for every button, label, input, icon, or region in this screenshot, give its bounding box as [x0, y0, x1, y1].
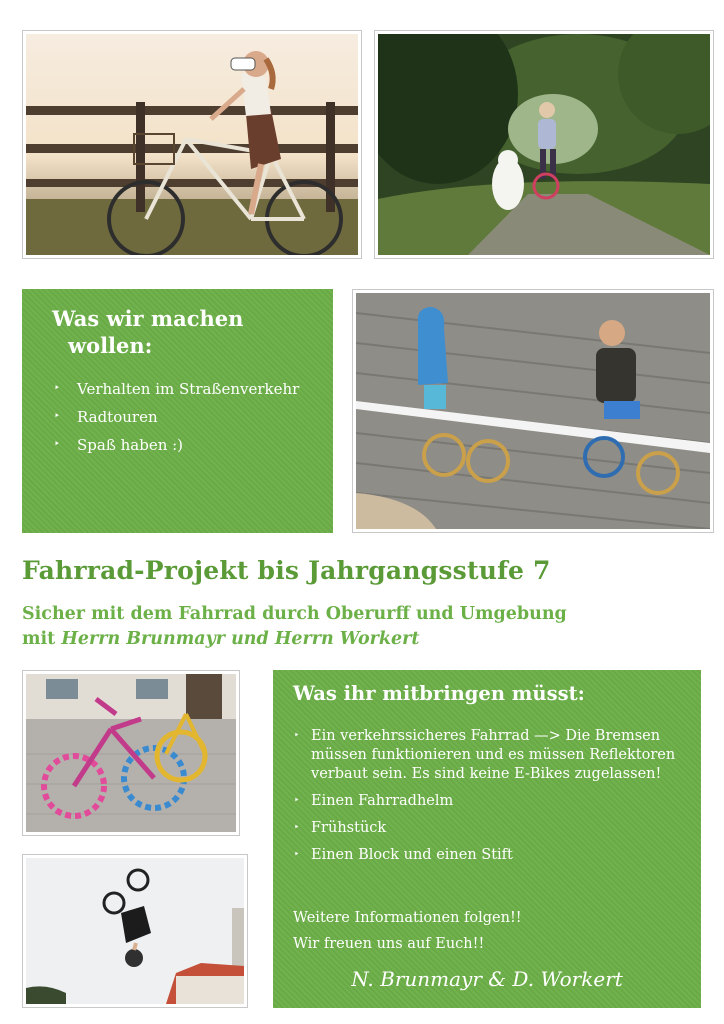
- bring-item: ‣ Einen Block und einen Stift: [293, 846, 688, 865]
- info-text: [293, 905, 522, 957]
- activities-box: [22, 289, 333, 533]
- activities-list: [52, 375, 299, 459]
- photo-yarn-bicycles: [22, 670, 240, 836]
- activities-heading-line2: wollen:: [68, 333, 153, 358]
- bring-item: ‣ Frühstück: [293, 819, 688, 838]
- bring-list: [293, 727, 688, 873]
- signature: N. Brunmayr & D. Workert: [351, 967, 623, 991]
- bring-item: ‣ Ein verkehrssicheres Fahrrad —> Die Bremsen müssen funktionieren und es müssen Reflektoren verbaut sein. Es sind keine E-Bikes zugelassen!: [293, 727, 688, 784]
- activity-item: ‣ Radtouren: [52, 403, 299, 431]
- photo-kids-on-boardwalk: [352, 289, 714, 533]
- photo-child-with-dog: [374, 30, 714, 259]
- photo-bmx-stunt: [22, 854, 248, 1008]
- bring-item: ‣ Einen Fahrradhelm: [293, 792, 688, 811]
- page-title: Fahrrad-Projekt bis Jahrgangsstufe 7: [22, 556, 551, 585]
- subtitle-prefix: mit: [22, 629, 62, 649]
- activities-heading-line1: Was wir machen: [52, 306, 244, 331]
- info-line: Wir freuen uns auf Euch!!: [293, 936, 485, 952]
- bring-box: [273, 670, 701, 1008]
- activity-item: ‣ Spaß haben :): [52, 431, 299, 459]
- photo-vr-girl-bicycle: [22, 30, 362, 259]
- subtitle-teachers: Herrn Brunmayr und Herrn Workert: [61, 629, 420, 649]
- activity-item: ‣ Verhalten im Straßenverkehr: [52, 375, 299, 403]
- activities-heading: [52, 305, 302, 359]
- page-subtitle: [22, 602, 567, 652]
- info-line: Weitere Informationen folgen!!: [293, 910, 522, 926]
- bring-heading: Was ihr mitbringen müsst:: [293, 682, 585, 705]
- subtitle-line1: Sicher mit dem Fahrrad durch Oberurff und Umgebung: [22, 604, 567, 624]
